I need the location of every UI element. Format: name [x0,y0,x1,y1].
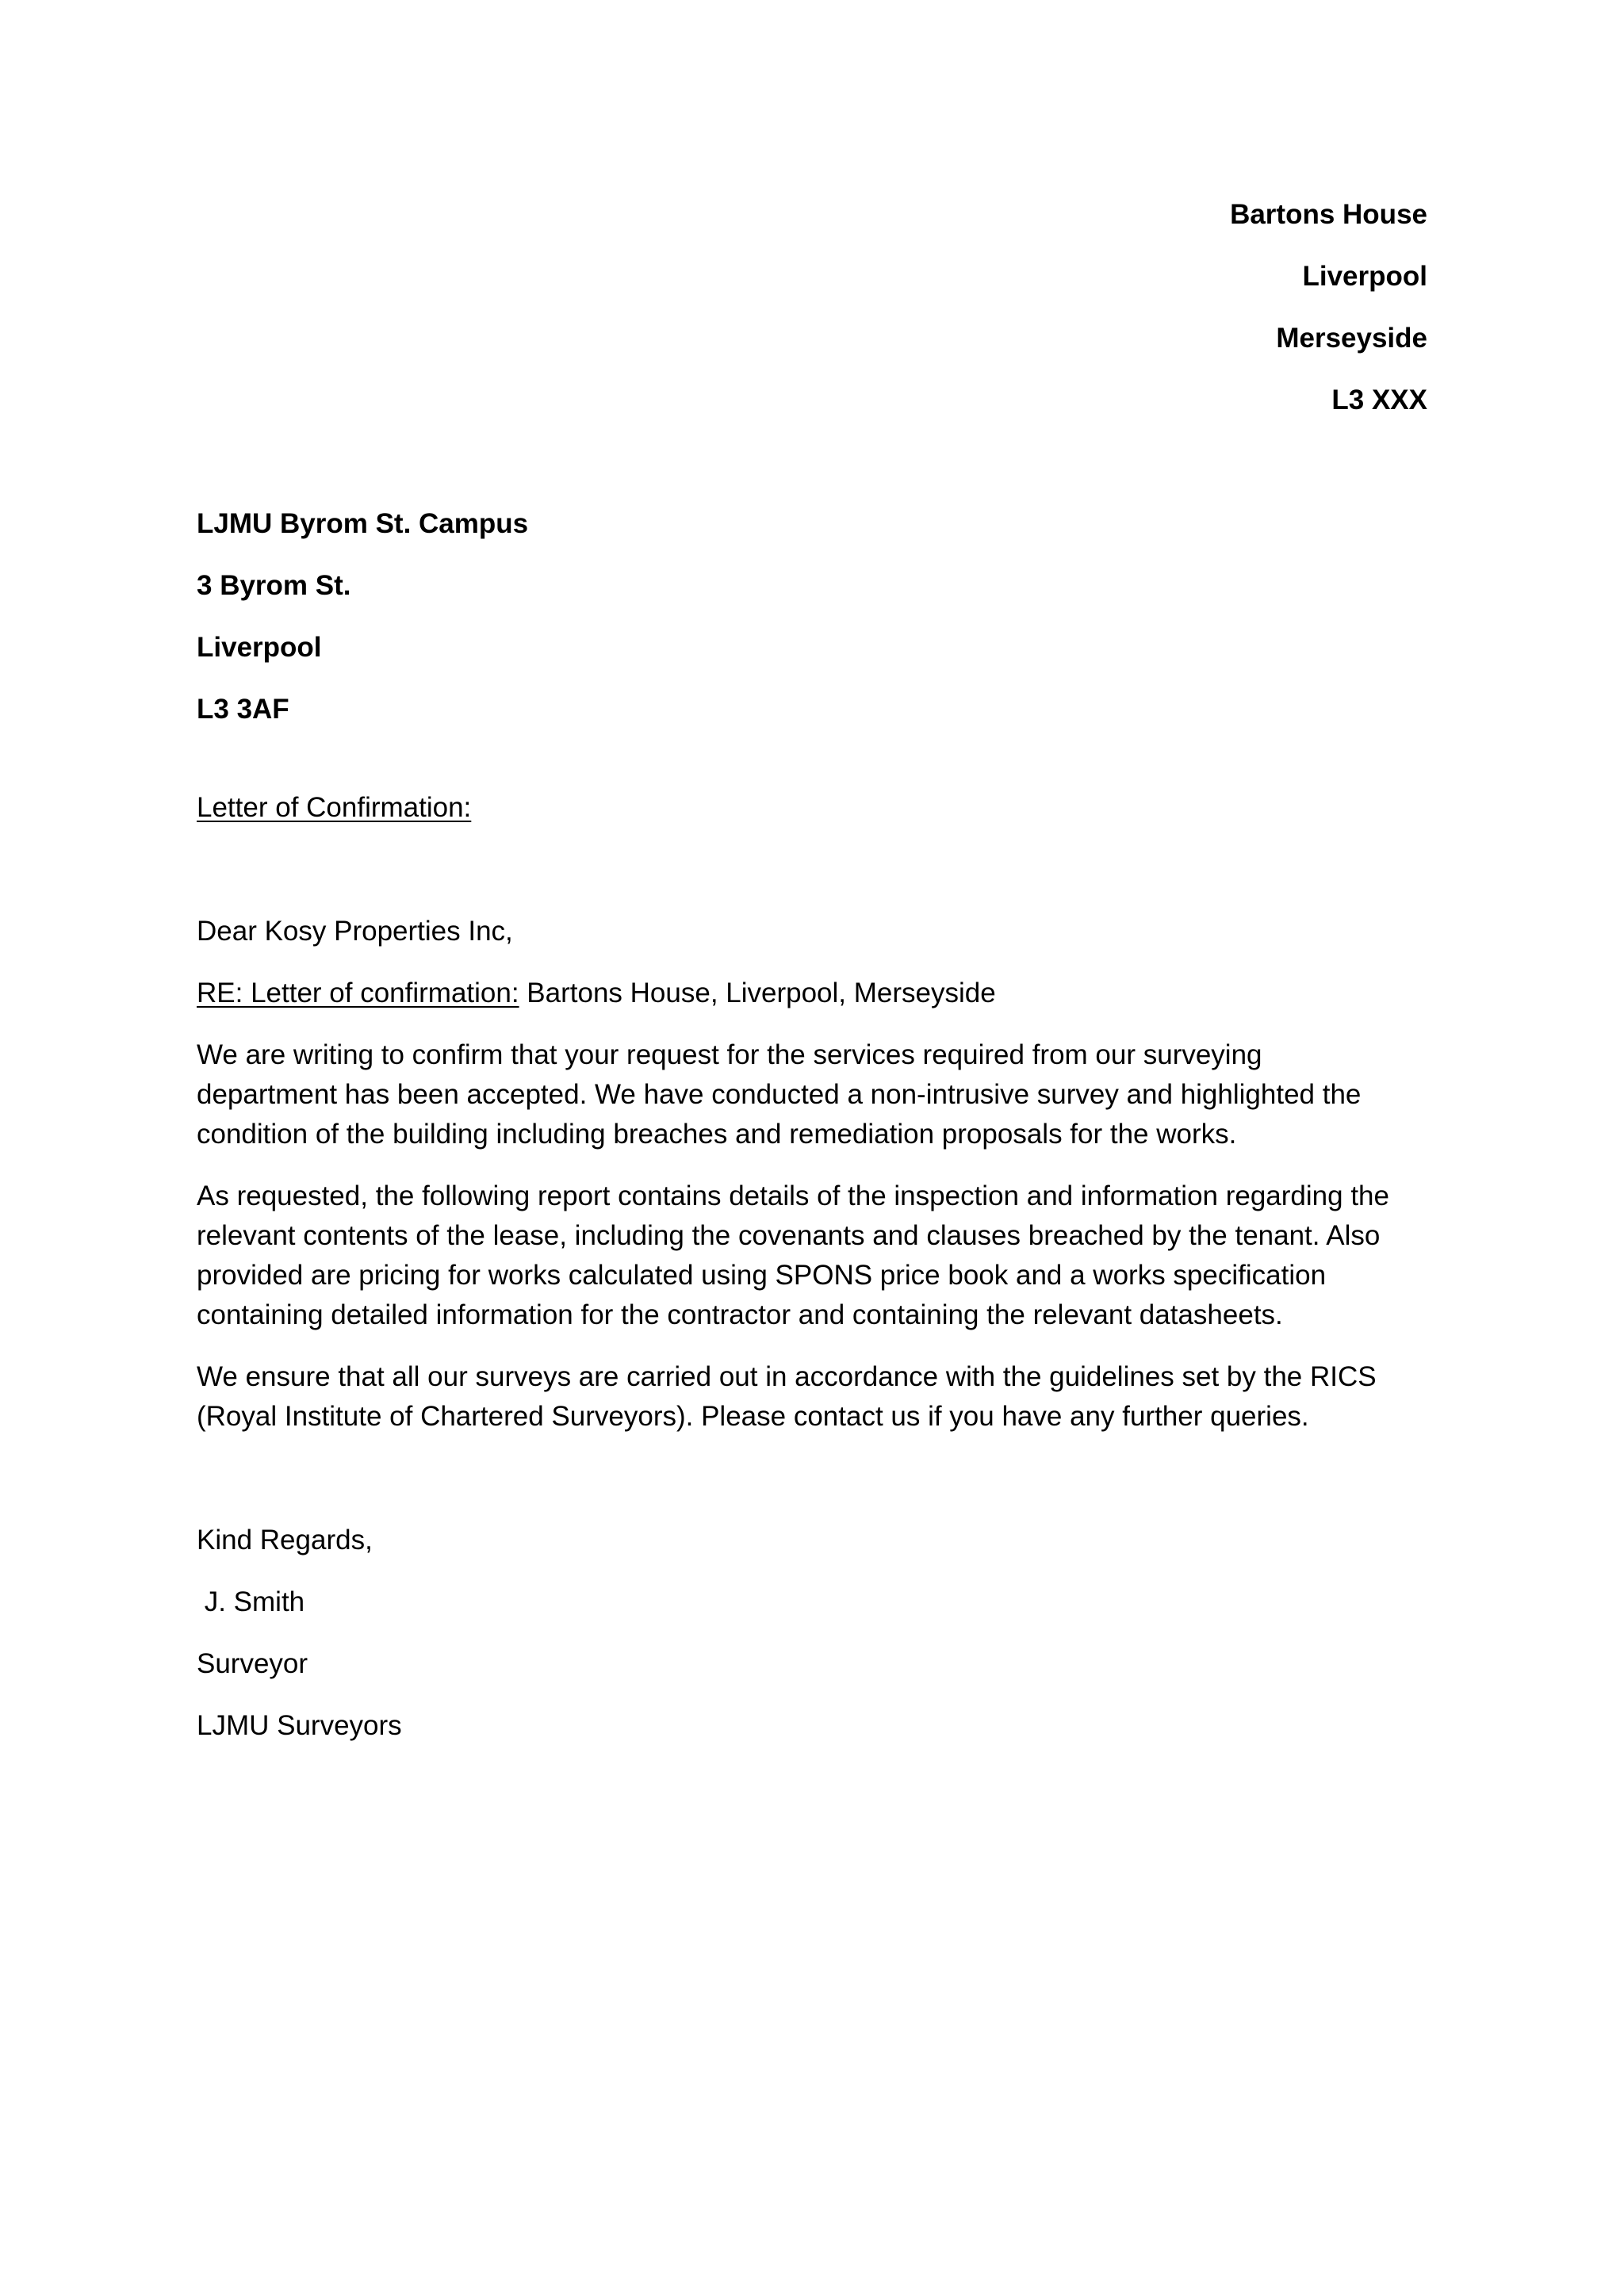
paragraph-1-line-1: We are writing to confirm that your request for the services required from our surveying [197,1039,1262,1070]
recipient-address-line-1: LJMU Byrom St. Campus [197,508,529,539]
paragraph-3-line-2: (Royal Institute of Chartered Surveyors). Please contact us if you have any further queries. [197,1401,1309,1432]
recipient-address-line-4: L3 3AF [197,694,289,725]
paragraph-2-line-3: provided are pricing for works calculated using SPONS price book and a works specification [197,1260,1327,1291]
paragraph-2-line-1: As requested, the following report contains details of the inspection and information regarding the [197,1181,1389,1211]
salutation: Dear Kosy Properties Inc, [197,916,513,947]
paragraph-1-line-2: department has been accepted. We have conducted a non-intrusive survey and highlighted the [197,1079,1362,1110]
signatory-company: LJMU Surveyors [197,1710,402,1741]
paragraph-2-line-2: relevant contents of the lease, including the covenants and clauses breached by the tenant. Also [197,1220,1381,1251]
signatory-title: Surveyor [197,1648,308,1679]
sender-address-line-1: Bartons House [1230,199,1427,230]
re-line [197,974,996,1013]
paragraph-3-line-1: We ensure that all our surveys are carried out in accordance with the guidelines set by the RICS [197,1361,1377,1392]
sender-address-line-3: Merseyside [1276,323,1427,354]
letter-heading: Letter of Confirmation: [197,792,472,823]
closing-signoff: Kind Regards, [197,1525,373,1556]
paragraph-2 [197,1177,1450,1335]
sender-address-line-4: L3 XXX [1331,385,1427,415]
sender-address-line-2: Liverpool [1302,261,1427,292]
paragraph-1 [197,1035,1450,1154]
paragraph-3 [197,1357,1450,1437]
re-line-text: Bartons House, Liverpool, Merseyside [519,978,996,1008]
re-line-label: RE: Letter of confirmation: [197,978,519,1008]
paragraph-2-line-4: containing detailed information for the contractor and containing the relevant datasheets. [197,1299,1283,1330]
signatory-name: J. Smith [197,1586,305,1617]
recipient-address-line-3: Liverpool [197,632,322,663]
recipient-address-line-2: 3 Byrom St. [197,570,351,601]
paragraph-1-line-3: condition of the building including breaches and remediation proposals for the works. [197,1119,1237,1150]
